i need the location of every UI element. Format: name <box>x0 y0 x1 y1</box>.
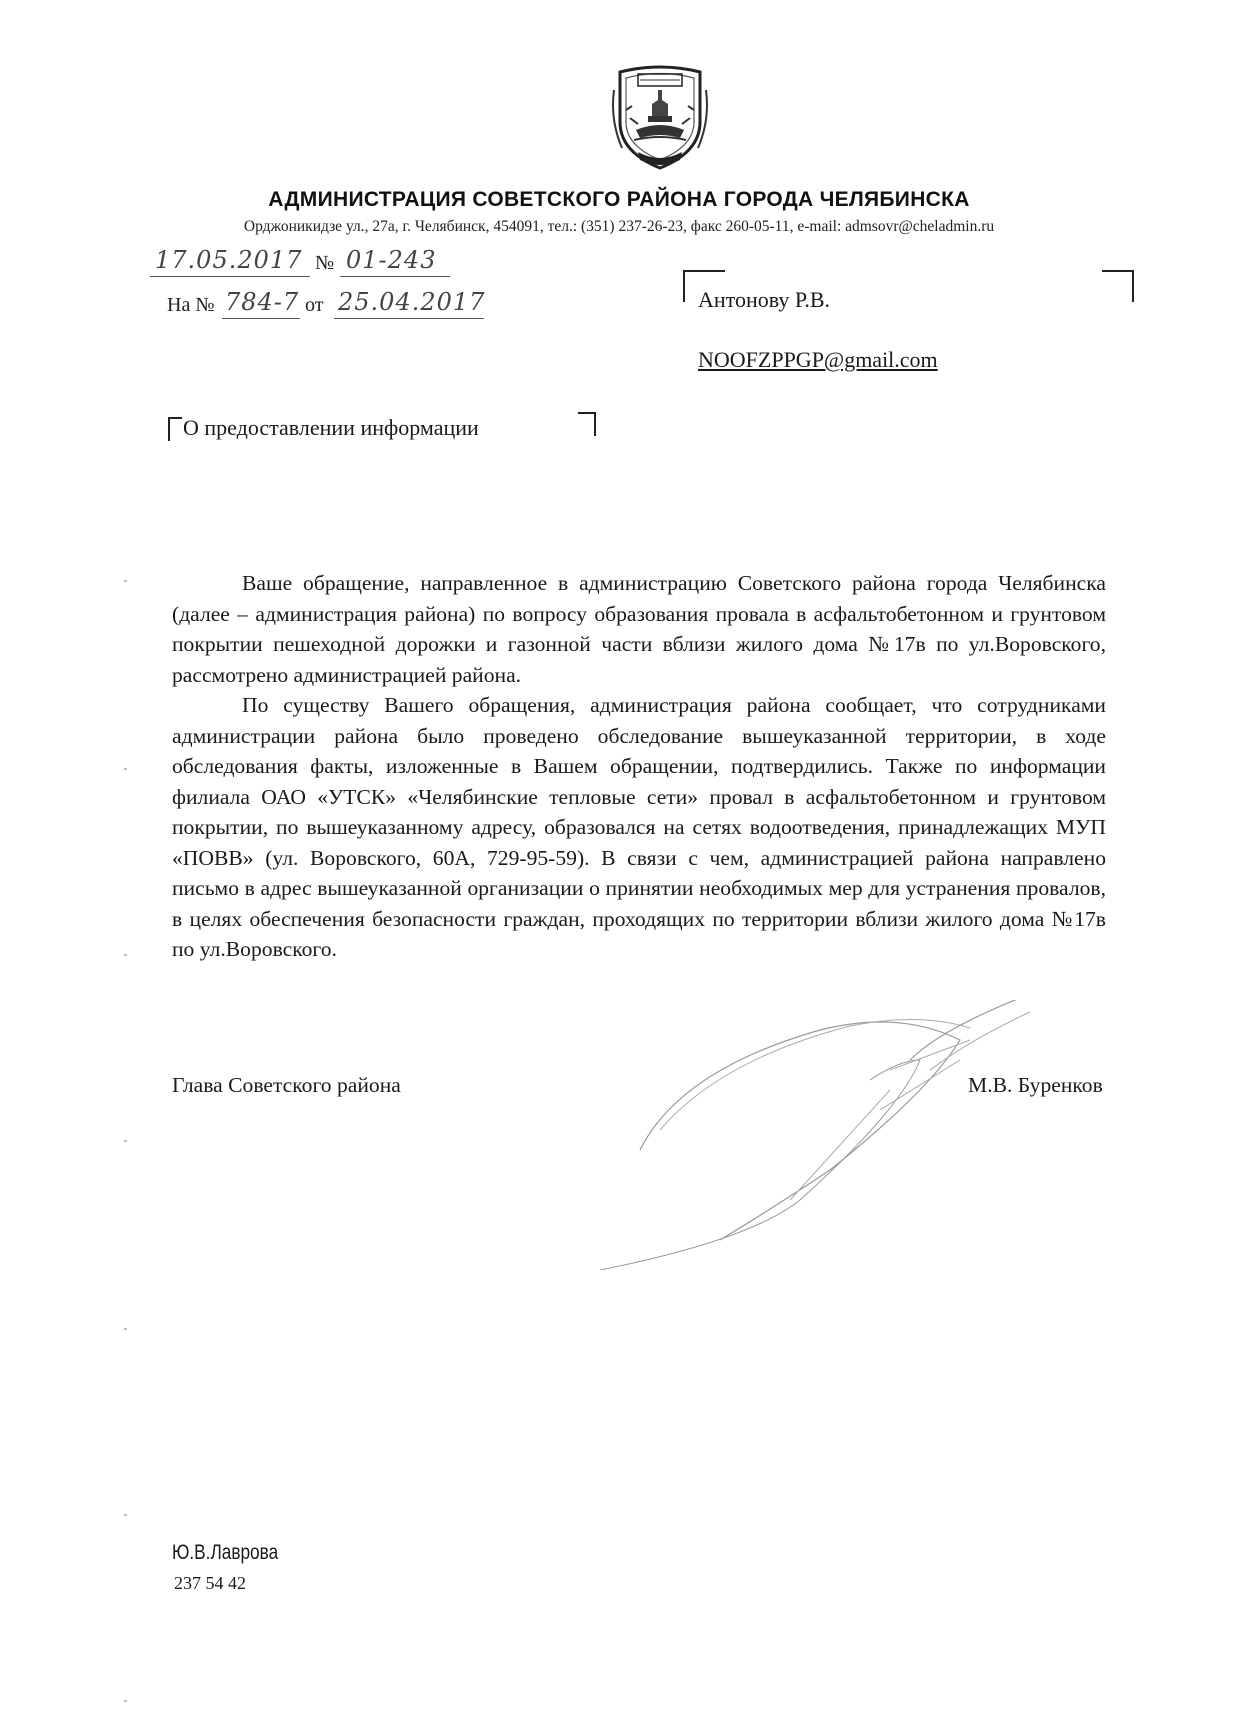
signatory-name: М.В. Буренков <box>968 1073 1103 1097</box>
scan-mark <box>124 1328 127 1330</box>
addressee-email: NOOFZPPGP@gmail.com <box>698 347 938 372</box>
executor-phone: 237 54 42 <box>174 1573 246 1593</box>
subject-corner-left <box>168 417 182 441</box>
executor-name: Ю.В.Лаврова <box>172 1541 279 1564</box>
reply-number-label: На № <box>167 294 215 316</box>
reply-from-label: от <box>305 294 324 316</box>
registration-number: 01-243 <box>346 246 437 274</box>
coat-of-arms-emblem <box>608 60 712 176</box>
reply-number-underline <box>222 318 300 319</box>
scan-mark <box>124 580 127 582</box>
registration-number-label: № <box>315 252 335 274</box>
registration-date: 17.05.2017 <box>155 246 303 274</box>
letter-subject: О предоставлении информации <box>183 415 479 440</box>
registration-date-underline <box>150 276 310 277</box>
registration-number-underline <box>340 276 450 277</box>
body-paragraph-2: По существу Вашего обращения, администрация района сообщает, что сотрудниками администрации района было проведено обследование вышеуказанной территории, в ходе обследования факты, изложенные в Вашем обращении, подтвердились. Также по информации филиала ОАО «УТСК» «Челябинские тепловые сети» провал в асфальтобетонном и грунтовом покрытии, по вышеуказанному адресу, образовался на сетях водоотведения, принадлежащих МУП «ПОВВ» (ул. Воровского, 60А, 729-95-59). В связи с чем, администрацией района направлено письмо в адрес вышеуказанной организации о принятии необходимых мер для устранения провалов, в целях обеспечения безопасности граждан, проходящих по территории вблизи жилого дома №17в по ул.Воровского. <box>172 693 1106 961</box>
signatory-position: Глава Советского района <box>172 1073 401 1097</box>
reply-number: 784-7 <box>225 288 300 316</box>
reply-date-underline <box>334 318 484 319</box>
reply-date: 25.04.2017 <box>338 288 486 316</box>
scan-mark <box>124 1700 127 1702</box>
scan-mark <box>124 768 127 770</box>
addressee-corner-right <box>1102 270 1134 302</box>
letter-body <box>172 568 1106 965</box>
scan-mark <box>124 954 127 956</box>
handwritten-signature <box>600 1000 1080 1270</box>
organization-title: АДМИНИСТРАЦИЯ СОВЕТСКОГО РАЙОНА ГОРОДА ЧЕЛЯБИНСКА <box>268 188 970 211</box>
scan-mark <box>124 1140 127 1142</box>
addressee-name: Антонову Р.В. <box>698 287 831 312</box>
subject-corner-right <box>578 412 596 436</box>
scan-mark <box>124 1514 127 1516</box>
body-paragraph-1: Ваше обращение, направленное в администрацию Советского района города Челябинска (далее – администрация района) по вопросу образования провала в асфальтобетонном и грунтовом покрытии пешеходной дорожки и газонной части вблизи жилого дома №17в по ул.Воровского, рассмотрено администрацией района. <box>172 571 1106 687</box>
organization-address: Орджоникидзе ул., 27а, г. Челябинск, 454091, тел.: (351) 237-26-23, факс 260-05-11, e-mail: admsovr@cheladmin.ru <box>243 218 995 235</box>
